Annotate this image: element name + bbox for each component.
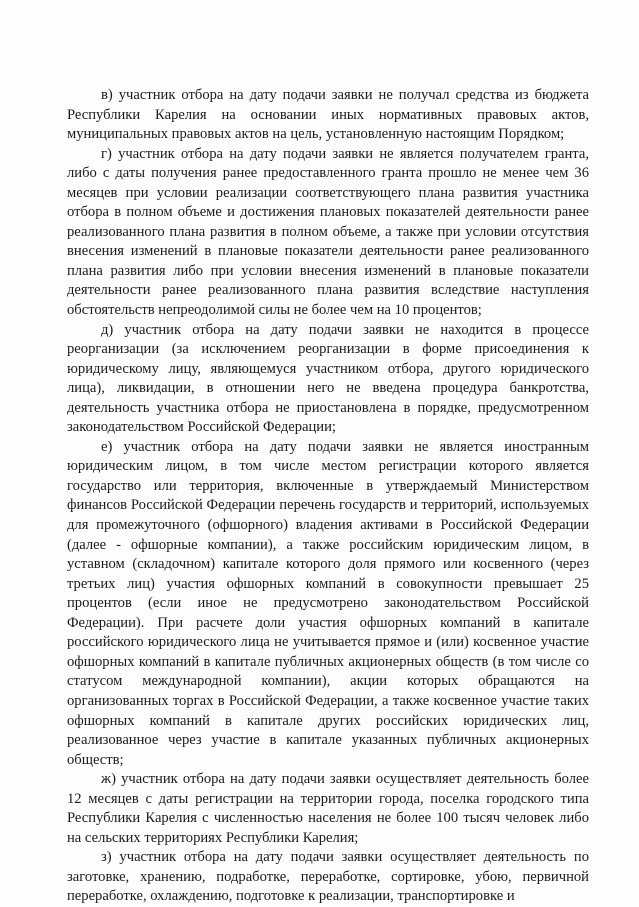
paragraph-e: е) участник отбора на дату подачи заявки не является иностранным юридическим лицом, в том числе местом регистрации которого является государство или территория, включенные в утверждаемый Министерством финансов Российской Федерации перечень государств и территорий, используемых для промежуточного (офшорного) владения активами в Российской Федерации (далее - офшорные компании), а также российским юридическим лицом, в уставном (складочном) капитале которого доля прямого или косвенного (через третьих лиц) участия офшорных компаний в совокупности превышает 25 процентов (если иное не предусмотрено законодательством Российской Федерации). При расчете доли участия офшорных компаний в капитале российского юридического лица не учитывается прямое и (или) косвенное участие офшорных компаний в капитале публичных акционерных обществ (в том числе со статусом международной компании), акции которых обращаются на организованных торгах в Российской Федерации, а также косвенное участие таких офшорных компаний в капитале других российских юридических лиц, реализованное через участие в капитале указанных публичных акционерных обществ; xyxy=(67,438,589,768)
paragraph-z: з) участник отбора на дату подачи заявки осуществляет деятельность по заготовке, хранению, подработке, переработке, сортировке, убою, первичной переработке, охлаждению, подготовке к реализации, транспортировке и xyxy=(67,849,589,905)
paragraph-g: г) участник отбора на дату подачи заявки не является получателем гранта, либо с даты получения ранее предоставленного гранта прошло не менее чем 36 месяцев при условии реализации соответствующего плана развития участника отбора в полном объеме и достижения плановых показателей деятельности ранее реализованного плана развития в полном объеме, а также при условии отсутствия внесения изменений в плановые показатели деятельности ранее реализованного плана развития либо при условии внесения изменений в плановые показатели деятельности ранее реализованного плана развития вследствие наступления обстоятельств непреодолимой силы не более чем на 10 процентов; xyxy=(67,145,589,319)
paragraph-d: д) участник отбора на дату подачи заявки не находится в процессе реорганизации (за исключением реорганизации в форме присоединения к юридическому лицу, являющемуся участником отбора, другого юридического лица), ликвидации, в отношении него не введена процедура банкротства, деятельность участника отбора не приостановлена в порядке, предусмотренном законодательством Российской Федерации; xyxy=(67,321,589,436)
paragraph-zh: ж) участник отбора на дату подачи заявки осуществляет деятельность более 12 месяцев с даты регистрации на территории города, поселка городского типа Республики Карелия с численностью населения не более 100 тысяч человек либо на сельских территориях Республики Карелия; xyxy=(67,771,589,846)
paragraph-v: в) участник отбора на дату подачи заявки не получал средства из бюджета Республики Карелия на основании иных нормативных правовых актов, муниципальных правовых актов на цель, установленную настоящим Порядком; xyxy=(67,87,589,143)
document-body xyxy=(67,86,589,907)
